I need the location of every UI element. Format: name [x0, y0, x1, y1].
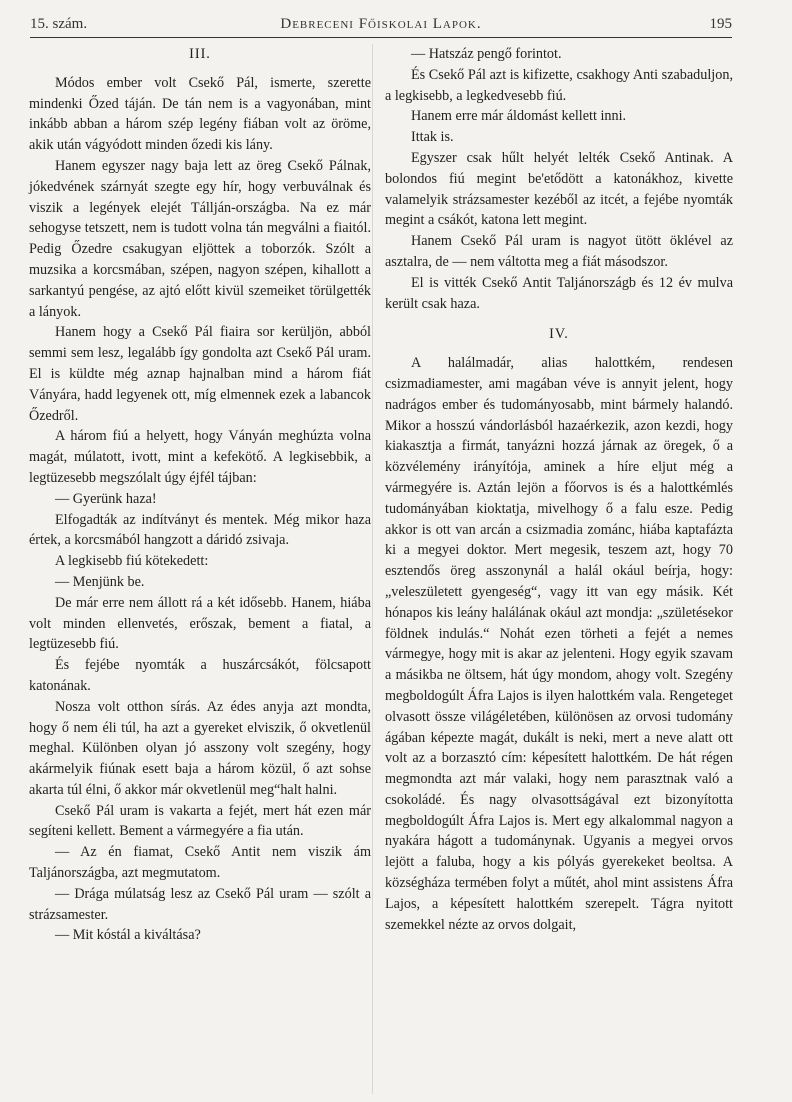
paragraph: — Menjünk be.	[55, 573, 145, 590]
journal-title: Debreceni Főiskolai Lapok.	[280, 16, 482, 32]
paragraph: És fejébe nyomták a huszárcsákót, fölcsapott katonának.	[29, 657, 371, 694]
issue-number: 15. szám.	[30, 16, 88, 32]
paragraph: A halálmadár, alias halottkém, rendesen csizmadiamester, ami magában véve is annyit jelent, hogy nadrágos ember és tudományosabb, mint bármely halandó. Mikor a hosszú vándorlásból hazaérkezik, azon kezdi, hogy kiakasztja a firmát, tanyázni hozzá járnak az öregek, ő a közvélemény irányítója, aminek a híre eljut még a vármegyére is. Aztán lejön a főorvos is és a halottkémlés tudományában kioktatja, mivelhogy ő a falu esze. Pedig akkor is ott van arcán a csizmadia zománc, hiába kaptafázta ki a megyei doktor. Mert megesik, teszem azt, hogy 70 esztendős öreg asszonynál a halál okául beírja, hogy: „veleszületett gyengeség“, vagy itt van egy másik. Két hónapos kis leány halálának okául azt mondja: „születésekor földnek indulás.“ Nohát ezen törheti a fejét a nemes vármegye, hogy mit is akar az jelenteni. Hogy egyik szavam a másikba ne öltsem, hát úgy mondom, ahogy volt. Szegény megboldogúlt Áfra Lajos is ilyen halottkém vala. Rengeteget olvasott össze világéletében, különösen az orvosi tudomány ágában képezte magát, dukált is neki, mert a neve alatt ott volt az a borzasztó cím: képesített halottkém. De hát régen megmondta azt már valaki, hogy nem parasztnak való a csokoládé. És nagy olvasottságával ezt bizonyította megboldogúlt Áfra Lajos is. Mert egy alkalommal nagyon a nyakára hágott a tudománynak. Ugyanis a megyei orvos lejött a faluba, hogy a kis pólyás gyerekeket beoltsa. A községháza termében folyt a műtét, ahol mint assistens Áfra Lajos, a képesített halottkém szerepelt. Tágra nyitott szemekkel nézte az orvos dolgait,	[385, 355, 733, 933]
paragraph: Csekő Pál uram is vakarta a fejét, mert hát ezen már segíteni kellett. Bement a vármegyére a fia után.	[29, 802, 371, 840]
section-heading-iv: IV.	[549, 326, 569, 343]
paragraph: — Mit kóstál a kiváltása?	[55, 927, 201, 944]
paragraph: — Az én fiamat, Csekő Antit nem viszik ám Taljánországba, azt megmutatom.	[29, 844, 371, 882]
paragraph: De már erre nem állott rá a két idősebb. Hanem, hiába volt minden ellenvetés, erőszak, bement a fiatal, a legtüzesebb fiú.	[29, 594, 371, 653]
paragraph: El is vitték Csekő Antit Taljánországb és 12 év mulva került csak haza.	[385, 274, 733, 312]
paragraph: Hanem egyszer nagy baja lett az öreg Csekő Pálnak, jókedvének szárnyát szegte egy hír, hogy verbuválnak és viszik a legények elejét Tállján-országba. Na ez már sehogyse tetszett, nem is tudott volna tán megválni a fiaitól. Pedig Őzedre csakugyan eljöttek a toborzók. Szólt a muzsika a korcsmában, szépen, nagyon szépen, kihallott a sarkantyú pengése, az ajtó előtt kivül szemeiket törülgették a lányok.	[29, 157, 371, 320]
column-divider	[372, 44, 373, 1094]
paragraph: — Drága múlatság lesz az Csekő Pál uram — szólt a strázsamester.	[29, 885, 371, 923]
paragraph: Hanem hogy a Csekő Pál fiaira sor kerüljön, abból semmi sem lesz, legalább így gondolta azt Csekő Pál uram. El is küldte még aznap hajnalban mind a három fiát Ványára, hadd legyenek ott, míg elmennek ezek a labancok Őzedről.	[29, 324, 371, 424]
paragraph: A három fiú a helyett, hogy Ványán meghúzta volna magát, múlatott, ivott, mint a kefekötő. A legkisebbik, a legtüzesebb megszólalt úgy éjfél tájban:	[29, 428, 371, 486]
paragraph: — Hatszáz pengő forintot.	[411, 46, 562, 62]
paragraph: Elfogadták az indítványt és mentek. Még mikor haza értek, a korcsmából hangzott a dáridó zsivaja.	[29, 511, 371, 549]
paragraph: Módos ember volt Csekő Pál, ismerte, szerette mindenki Őzed táján. De tán nem is a vagyonában, mint inkább abban a három szép legény fiában volt az öröme, akik után vágyódott minden őzedi kis lány.	[29, 74, 371, 154]
paragraph: — Gyerünk haza!	[55, 490, 157, 507]
paragraph: Nosza volt otthon sírás. Az édes anyja azt mondta, hogy ő nem éli túl, ha azt a gyereket elviszik, ő okvetlenül meghal. Különben olyan jó asszony volt szegény, hogy akármelyik fiúnak esett baja a három közül, ő azt sohse akarta túl élni, ő akkor már okvetlenül meg“halt halni.	[29, 698, 371, 798]
page-header	[30, 12, 732, 38]
paragraph: A legkisebb fiú kötekedett:	[55, 553, 209, 570]
paragraph: Hanem Csekő Pál uram is nagyot ütött öklével az asztalra, de — nem váltotta meg a fiát másodszor.	[385, 233, 733, 270]
header-rule	[30, 37, 732, 38]
paragraph: Ittak is.	[411, 129, 454, 146]
paragraph: Hanem erre már áldomást kellett inni.	[411, 108, 627, 125]
right-column	[385, 44, 733, 935]
left-column	[29, 44, 371, 946]
section-heading-iii: III.	[189, 46, 211, 62]
page-number: 195	[709, 16, 732, 32]
paragraph: És Csekő Pál azt is kifizette, csakhogy Anti szabaduljon, a legkisebb, a legkedvesebb fiú.	[385, 66, 733, 104]
paragraph: Egyszer csak hűlt helyét lelték Csekő Antinak. A bolondos fiú megint be'etődött a katonákhoz, kivette valamelyik strázsamester kezéből az itcét, a fejébe nyomták megint a csákót, katona lett megint.	[385, 149, 733, 229]
